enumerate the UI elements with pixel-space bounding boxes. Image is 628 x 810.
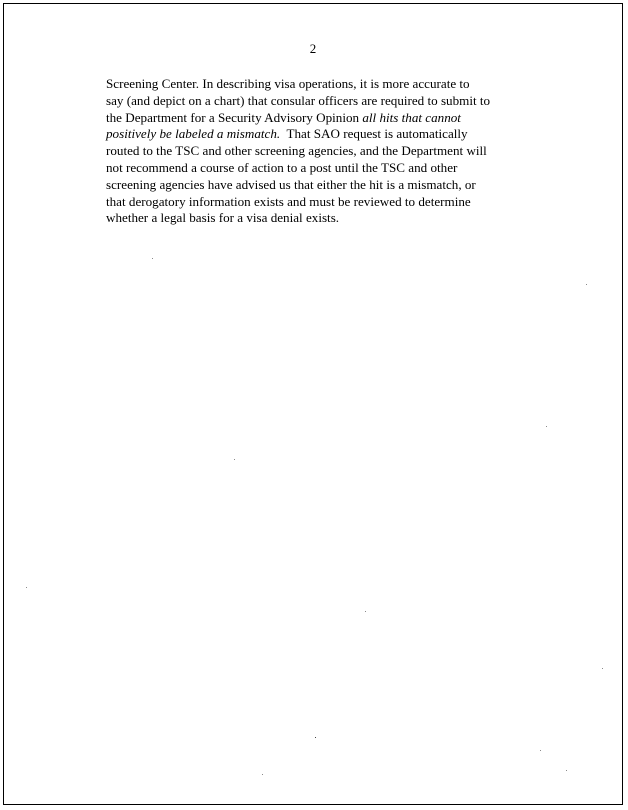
scan-speck bbox=[315, 737, 316, 738]
scan-speck bbox=[566, 770, 567, 771]
paragraph-line: say (and depict on a chart) that consular officers are required to submit to bbox=[106, 92, 491, 108]
paragraph-line: screening agencies have advised us that either the hit is a mismatch, or bbox=[106, 176, 476, 192]
paragraph-line: the Department for a Security Advisory Opinion all hits that cannot bbox=[106, 109, 461, 125]
scan-speck bbox=[26, 587, 27, 588]
italic-emphasis: all hits that cannot bbox=[362, 109, 461, 125]
scan-speck bbox=[602, 668, 603, 669]
scan-speck bbox=[365, 611, 366, 612]
paragraph-line: positively be labeled a mismatch. That SAO request is automatically bbox=[106, 126, 468, 142]
italic-emphasis: positively be labeled a mismatch. bbox=[106, 126, 281, 142]
paragraph-line: not recommend a course of action to a post until the TSC and other bbox=[106, 159, 458, 175]
body-paragraph bbox=[106, 76, 536, 227]
paragraph-line: Screening Center. In describing visa operations, it is more accurate to bbox=[106, 76, 470, 91]
scan-speck bbox=[262, 774, 263, 775]
paragraph-line: whether a legal basis for a visa denial exists. bbox=[106, 210, 340, 226]
page-number: 2 bbox=[309, 41, 317, 56]
paragraph-line: routed to the TSC and other screening agencies, and the Department will bbox=[106, 143, 487, 159]
paragraph-line: that derogatory information exists and must be reviewed to determine bbox=[106, 193, 471, 209]
document-page bbox=[3, 3, 623, 805]
scan-speck bbox=[586, 284, 587, 285]
scan-speck bbox=[540, 750, 541, 751]
scan-speck bbox=[546, 426, 547, 427]
scan-speck bbox=[152, 258, 153, 259]
scan-speck bbox=[234, 459, 235, 460]
